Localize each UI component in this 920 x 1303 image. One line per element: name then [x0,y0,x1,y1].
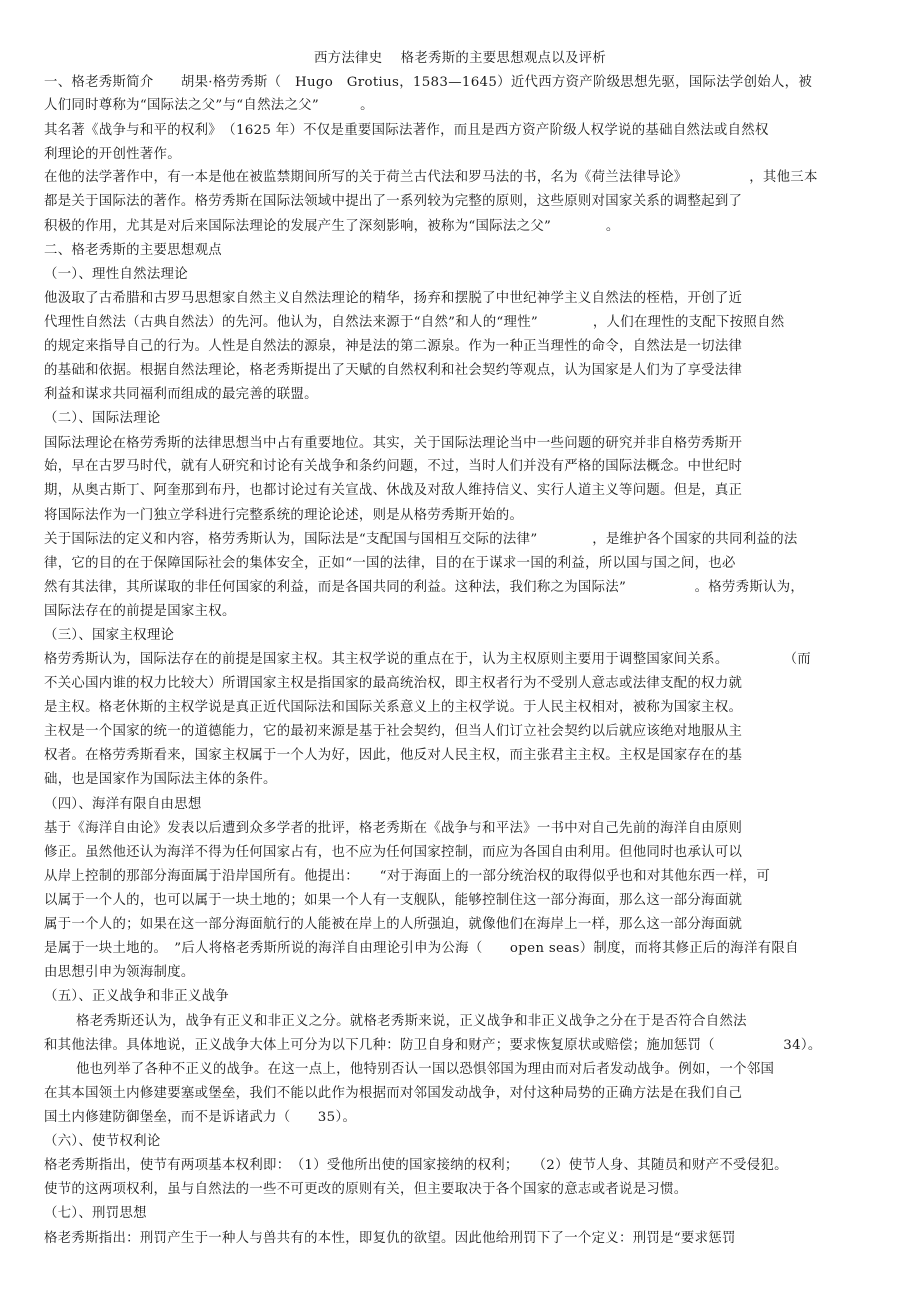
text-line: 属于一个人的；如果在这一部分海面航行的人能被在岸上的人所强迫，就像他们在海岸上一样，那么这一部分海面就 [44,917,743,932]
text-line: 和其他法律。具体地说，正义战争大体上可分为以下几种：防卫自身和财产；要求恢复原状或赔偿；施加惩罚（ 34）。 [44,1038,822,1053]
text-line: 础，也是国家作为国际法主体的条件。 [44,772,277,787]
text-line: 格老秀斯还认为，战争有正义和非正义之分。就格老秀斯来说，正义战争和非正义战争之分在于是否符合自然法 [76,1014,747,1029]
subsection-heading: （一）、理性自然法理论 [44,267,188,282]
text-line: 的规定来指导自己的行为。人性是自然法的源泉，神是法的第二源泉。作为一种正当理性的命令，自然法是一切法律 [44,339,743,354]
text-line: 从岸上控制的那部分海面属于沿岸国所有。他提出： “对于海面上的一部分统治权的取得似乎也和对其他东西一样，可 [44,869,771,884]
text-line: 权者。在格劳秀斯看来，国家主权属于一个人为好，因此，他反对人民主权，而主张君主主权。主权是国家存在的基 [44,748,743,763]
subsection-heading: （五）、正义战争和非正义战争 [44,989,229,1004]
text-line: 是主权。格老休斯的主权学说是真正近代国际法和国际关系意义上的主权学说。于人民主权相对，被称为国家主权。 [44,700,743,715]
text-line: 格劳秀斯认为，国际法存在的前提是国家主权。其主权学说的重点在于，认为主权原则主要用于调整国家间关系。 （而 [44,652,811,667]
text-line: 他也列举了各种不正义的战争。在这一点上，他特别否认一国以恐惧邻国为理由而对后者发动战争。例如，一个邻国 [76,1062,775,1077]
text-line: 期，从奥古斯丁、阿奎那到布丹，也都讨论过有关宣战、休战及对敌人维持信义、实行人道主义等问题。但是，真正 [44,483,743,498]
text-line: 国土内修建防御堡垒，而不是诉诸武力（ 35）。 [44,1110,357,1125]
text-line: 在其本国领土内修建要塞或堡垒，我们不能以此作为根据而对邻国发动战争，对付这种局势的正确方法是在我们自己 [44,1086,743,1101]
text-line: 由思想引申为领海制度。 [44,965,195,980]
text-line: 律，它的目的在于保障国际社会的集体安全，正如“一国的法律，目的在于谋求一国的利益，所以国与国之间，也必 [44,556,736,571]
text-line: 利益和谋求共同福利而组成的最完善的联盟。 [44,387,318,402]
text-line: 都是关于国际法的著作。格劳秀斯在国际法领域中提出了一系列较为完整的原则，这些原则对国家关系的调整起到了 [44,194,743,209]
text-line: 格老秀斯指出：刑罚产生于一种人与兽共有的本性，即复仇的欲望。因此他给刑罚下了一个定义：刑罚是“要求惩罚 [44,1231,736,1246]
text-line: 使节的这两项权利，虽与自然法的一些不可更改的原则有关，但主要取决于各个国家的意志或者说是习惯。 [44,1182,688,1197]
text-line: 利理论的开创性著作。 [44,147,181,162]
document-title: 西方法律史 格老秀斯的主要思想观点以及评析 [313,51,607,66]
text-line: 基于《海洋自由论》发表以后遭到众多学者的批评，格老秀斯在《战争与和平法》一书中对自己先前的海洋自由原则 [44,821,743,836]
text-line: 是属于一块土地的。 ”后人将格老秀斯所说的海洋自由理论引申为公海（ open seas）制度，而将其修正后的海洋有限自 [44,941,799,956]
subsection-heading: （二）、国际法理论 [44,411,161,426]
text-line: 他汲取了古希腊和古罗马思想家自然主义自然法理论的精华，扬弃和摆脱了中世纪神学主义自然法的桎梏，开创了近 [44,291,743,306]
text-line: 不关心国内谁的权力比较大）所谓国家主权是指国家的最高统治权，即主权者行为不受别人意志或法律支配的权力就 [44,676,743,691]
text-line: 其名著《战争与和平的权利》 （1625 年）不仅是重要国际法著作，而且是西方资产阶级人权学说的基础自然法或自然权 [44,123,769,138]
text-line: 国际法存在的前提是国家主权。 [44,604,236,619]
text-line: 修正。虽然他还认为海洋不得为任何国家占有，也不应为任何国家控制，而应为各国自由利用。但他同时也承认可以 [44,845,743,860]
text-line: 格老秀斯指出，使节有两项基本权利即： （1）受他所出使的国家接纳的权利； （2）使节人身、其随员和财产不受侵犯。 [44,1158,788,1173]
text-line: 始，早在古罗马时代，就有人研究和讨论有关战争和条约问题，不过，当时人们并没有严格的国际法概念。中世纪时 [44,459,743,474]
text-line: 积极的作用，尤其是对后来国际法理论的发展产生了深刻影响，被称为“国际法之父” 。 [44,219,620,234]
text-line: 代理性自然法（古典自然法）的先河。他认为，自然法来源于“自然”和人的“理性” ，人们在理性的支配下按照自然 [44,315,785,330]
section-heading: 二、格老秀斯的主要思想观点 [44,243,222,258]
subsection-heading: （四）、海洋有限自由思想 [44,797,202,812]
text-line: 以属于一个人的，也可以属于一块土地的；如果一个人有一支舰队，能够控制住这一部分海面，那么这一部分海面就 [44,893,743,908]
text-line: 将国际法作为一门独立学科进行完整系统的理论论述，则是从格劳秀斯开始的。 [44,508,524,523]
text-line: 关于国际法的定义和内容，格劳秀斯认为，国际法是“支配国与国相互交际的法律” ，是维护各个国家的共同利益的法 [44,532,798,547]
text-line: 的基础和依据。根据自然法理论，格老秀斯提出了天赋的自然权利和社会契约等观点，认为国家是人们为了享受法律 [44,363,743,378]
text-line: 主权是一个国家的统一的道德能力，它的最初来源是基于社会契约，但当人们订立社会契约以后就应该绝对地服从主 [44,724,743,739]
text-line: 在他的法学著作中，有一本是他在被监禁期间所写的关于荷兰古代法和罗马法的书，名为《荷兰法律导论》 ，其他三本 [44,170,818,185]
subsection-heading: （三）、国家主权理论 [44,628,175,643]
text-line: 然有其法律，其所谋取的非任何国家的利益，而是各国共同的利益。这种法，我们称之为国际法” 。格劳秀斯认为， [44,580,805,595]
text-line: 人们同时尊称为“国际法之父”与“自然法之父” 。 [44,98,374,113]
text-line: 一、格老秀斯简介 胡果·格劳秀斯（ Hugo Grotius，1583—1645）近代西方资产阶级思想先驱，国际法学创始人，被 [44,75,813,90]
text-line: 国际法理论在格劳秀斯的法律思想当中占有重要地位。其实，关于国际法理论当中一些问题的研究并非自格劳秀斯开 [44,436,743,451]
subsection-heading: （六）、使节权利论 [44,1134,161,1149]
subsection-heading: （七）、刑罚思想 [44,1206,147,1221]
